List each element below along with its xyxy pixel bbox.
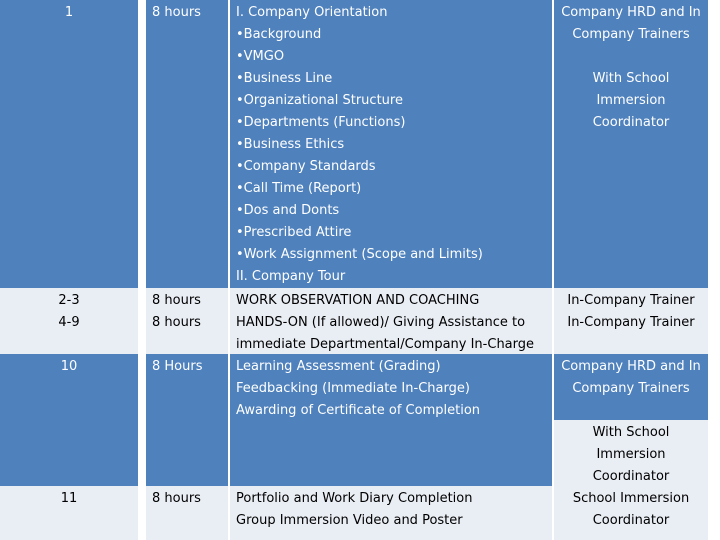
- activity-item: HANDS-ON (If allowed)/ Giving Assistance to: [236, 315, 526, 330]
- activities-cell: [230, 486, 552, 540]
- responsible-cell: [554, 420, 708, 486]
- hours-cell: [146, 354, 228, 486]
- day-value: 1: [64, 5, 74, 20]
- responsible-line: School Immersion: [572, 491, 690, 506]
- day-cell: [0, 354, 138, 486]
- responsible-line: In-Company Trainer: [567, 315, 695, 330]
- responsible-line: Coordinator: [592, 513, 670, 528]
- responsible-line: Coordinator: [592, 115, 670, 130]
- responsible-line: Company HRD and In: [561, 5, 701, 20]
- responsible-line: Coordinator: [592, 469, 670, 484]
- responsible-line: Immersion: [596, 447, 666, 462]
- activity-item: •Departments (Functions): [236, 115, 406, 130]
- responsible-cell: [554, 0, 708, 288]
- responsible-cell: [554, 486, 708, 540]
- activities-cell: [230, 354, 552, 486]
- activity-item: •Work Assignment (Scope and Limits): [236, 247, 483, 262]
- activities-cell: [230, 288, 552, 354]
- activity-item: Learning Assessment (Grading): [236, 359, 441, 374]
- activity-item: •Dos and Donts: [236, 203, 340, 218]
- activity-item: •Business Line: [236, 71, 333, 86]
- hours-value: 8 hours: [152, 315, 201, 330]
- day-value: 4-9: [58, 315, 80, 330]
- responsible-line: In-Company Trainer: [567, 293, 695, 308]
- day-cell: [0, 486, 138, 540]
- activities-cell: [230, 0, 552, 288]
- day-cell: [0, 288, 138, 354]
- activity-item: •Company Standards: [236, 159, 376, 174]
- activity-item: •VMGO: [236, 49, 285, 64]
- day-cell: [0, 0, 138, 288]
- day-value: 10: [60, 359, 78, 374]
- day-value: 2-3: [58, 293, 80, 308]
- hours-value: 8 hours: [152, 5, 201, 20]
- activity-item: •Background: [236, 27, 322, 42]
- hours-value: 8 hours: [152, 491, 201, 506]
- hours-value: 8 hours: [152, 293, 201, 308]
- responsible-line: With School: [592, 71, 670, 86]
- hours-cell: [146, 288, 228, 354]
- activity-item: •Prescribed Attire: [236, 225, 352, 240]
- responsible-cell: [554, 354, 708, 420]
- activity-item: Portfolio and Work Diary Completion: [236, 491, 473, 506]
- responsible-line: Company Trainers: [572, 27, 690, 42]
- hours-value: 8 Hours: [152, 359, 203, 374]
- responsible-cell: [554, 288, 708, 354]
- responsible-line: Company HRD and In: [561, 359, 701, 374]
- responsible-line: Company Trainers: [572, 381, 690, 396]
- activity-heading: II. Company Tour: [236, 269, 346, 284]
- activity-heading: I. Company Orientation: [236, 5, 388, 20]
- day-value: 11: [60, 491, 78, 506]
- activity-item: •Organizational Structure: [236, 93, 403, 108]
- activity-item: WORK OBSERVATION AND COACHING: [236, 293, 480, 308]
- responsible-line: With School: [592, 425, 670, 440]
- activity-item: immediate Departmental/Company In-Charge: [236, 337, 535, 352]
- responsible-line: Immersion: [596, 93, 666, 108]
- activity-item: Feedbacking (Immediate In-Charge): [236, 381, 470, 396]
- activity-item: Awarding of Certificate of Completion: [236, 403, 481, 418]
- hours-cell: [146, 0, 228, 288]
- activity-item: •Call Time (Report): [236, 181, 362, 196]
- hours-cell: [146, 486, 228, 540]
- activity-item: •Business Ethics: [236, 137, 345, 152]
- activity-item: Group Immersion Video and Poster: [236, 513, 463, 528]
